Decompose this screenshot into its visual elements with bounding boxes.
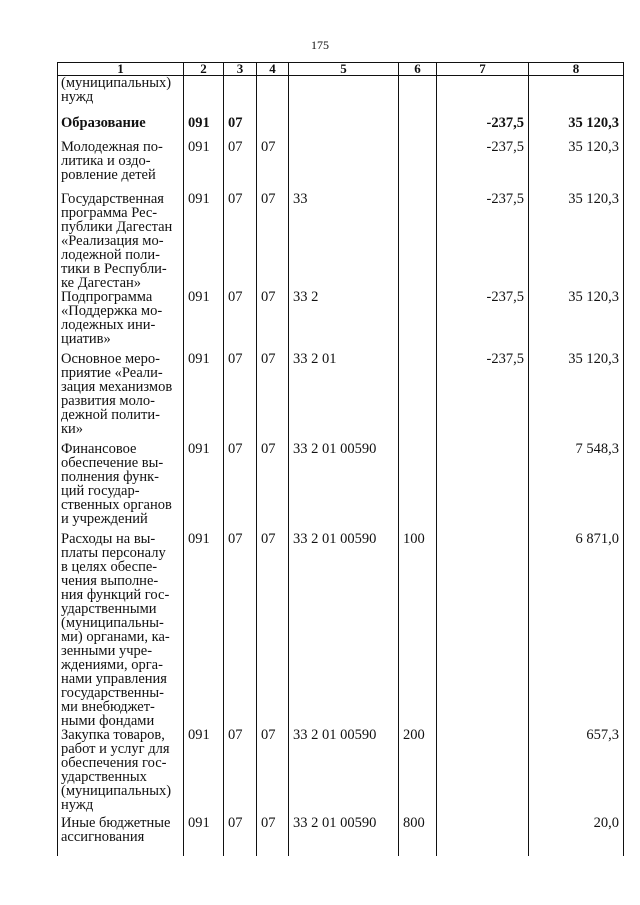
change-amount-cell	[437, 442, 529, 532]
table-row	[58, 116, 624, 140]
section-code-cell: 091	[184, 442, 224, 532]
section-code-cell: 091	[184, 192, 224, 290]
expense-type-cell	[399, 192, 437, 290]
table-row	[58, 76, 624, 117]
subsection-code-cell: 07	[257, 352, 289, 442]
target-article-cell: 33 2 01 00590	[289, 816, 399, 856]
change-amount-cell: -237,5	[437, 116, 529, 140]
change-amount-cell: -237,5	[437, 192, 529, 290]
change-amount-cell	[437, 532, 529, 728]
table-row	[58, 352, 624, 442]
column-header-2: 2	[184, 63, 224, 76]
target-article-cell	[289, 116, 399, 140]
column-header-6: 6	[399, 63, 437, 76]
subsection-code-cell	[257, 116, 289, 140]
total-amount-cell: 35 120,3	[529, 290, 624, 352]
row-name-cell: Основное меро- приятие «Реали- зация механизмов развития моло- дежной полити- ки»	[58, 352, 184, 442]
total-amount-cell: 7 548,3	[529, 442, 624, 532]
chapter-code-cell: 07	[224, 290, 257, 352]
change-amount-cell: -237,5	[437, 290, 529, 352]
expense-type-cell	[399, 140, 437, 192]
section-code-cell: 091	[184, 290, 224, 352]
row-name-cell: Молодежная по- литика и оздо- ровление детей	[58, 140, 184, 192]
row-name-cell: Иные бюджетные ассигнования	[58, 816, 184, 856]
chapter-code-cell	[224, 76, 257, 117]
section-code-cell: 091	[184, 352, 224, 442]
change-amount-cell	[437, 728, 529, 816]
target-article-cell: 33 2 01 00590	[289, 532, 399, 728]
total-amount-cell: 6 871,0	[529, 532, 624, 728]
subsection-code-cell: 07	[257, 290, 289, 352]
subsection-code-cell: 07	[257, 140, 289, 192]
section-code-cell: 091	[184, 532, 224, 728]
subsection-code-cell: 07	[257, 442, 289, 532]
change-amount-cell	[437, 76, 529, 117]
section-code-cell: 091	[184, 816, 224, 856]
section-code-cell	[184, 76, 224, 117]
section-code-cell: 091	[184, 140, 224, 192]
expense-type-cell	[399, 290, 437, 352]
target-article-cell	[289, 76, 399, 117]
column-header-7: 7	[437, 63, 529, 76]
target-article-cell: 33 2 01 00590	[289, 728, 399, 816]
column-header-5: 5	[289, 63, 399, 76]
total-amount-cell: 35 120,3	[529, 192, 624, 290]
table-row	[58, 140, 624, 192]
total-amount-cell: 20,0	[529, 816, 624, 856]
expense-type-cell: 200	[399, 728, 437, 816]
row-name-cell: (муниципальных) нужд	[58, 76, 184, 117]
budget-table	[57, 62, 624, 856]
table-row	[58, 816, 624, 856]
column-header-8: 8	[529, 63, 624, 76]
chapter-code-cell: 07	[224, 532, 257, 728]
change-amount-cell	[437, 816, 529, 856]
change-amount-cell: -237,5	[437, 352, 529, 442]
subsection-code-cell	[257, 76, 289, 117]
total-amount-cell: 657,3	[529, 728, 624, 816]
expense-type-cell	[399, 76, 437, 117]
target-article-cell: 33	[289, 192, 399, 290]
chapter-code-cell: 07	[224, 116, 257, 140]
change-amount-cell: -237,5	[437, 140, 529, 192]
table-row	[58, 290, 624, 352]
subsection-code-cell: 07	[257, 816, 289, 856]
table-row	[58, 192, 624, 290]
chapter-code-cell: 07	[224, 728, 257, 816]
expense-type-cell	[399, 442, 437, 532]
header-row	[58, 63, 624, 76]
table-row	[58, 442, 624, 532]
row-name-cell: Государственная программа Рес- публики Дагестан «Реализация мо- лодежной поли- тики в Республи- ке Дагестан»	[58, 192, 184, 290]
total-amount-cell	[529, 76, 624, 117]
table-row	[58, 728, 624, 816]
chapter-code-cell: 07	[224, 352, 257, 442]
expense-type-cell: 800	[399, 816, 437, 856]
subsection-code-cell: 07	[257, 728, 289, 816]
subsection-code-cell: 07	[257, 532, 289, 728]
expense-type-cell: 100	[399, 532, 437, 728]
column-header-1: 1	[58, 63, 184, 76]
chapter-code-cell: 07	[224, 192, 257, 290]
row-name-cell: Расходы на вы- платы персоналу в целях обеспе- чения выполне- ния функций гос- ударственными (муниципальны- ми) органами, ка- зенными учре- ждениями, орга- нами управления государственны- ми внебюджет- ными фондами	[58, 532, 184, 728]
expense-type-cell	[399, 116, 437, 140]
column-header-4: 4	[257, 63, 289, 76]
target-article-cell: 33 2 01	[289, 352, 399, 442]
chapter-code-cell: 07	[224, 816, 257, 856]
row-name-cell: Образование	[58, 116, 184, 140]
table-row	[58, 532, 624, 728]
total-amount-cell: 35 120,3	[529, 116, 624, 140]
target-article-cell: 33 2	[289, 290, 399, 352]
chapter-code-cell: 07	[224, 140, 257, 192]
total-amount-cell: 35 120,3	[529, 352, 624, 442]
target-article-cell	[289, 140, 399, 192]
expense-type-cell	[399, 352, 437, 442]
chapter-code-cell: 07	[224, 442, 257, 532]
subsection-code-cell: 07	[257, 192, 289, 290]
page-number: 175	[311, 38, 329, 52]
column-header-3: 3	[224, 63, 257, 76]
section-code-cell: 091	[184, 116, 224, 140]
total-amount-cell: 35 120,3	[529, 140, 624, 192]
target-article-cell: 33 2 01 00590	[289, 442, 399, 532]
section-code-cell: 091	[184, 728, 224, 816]
row-name-cell: Закупка товаров, работ и услуг для обеспечения гос- ударственных (муниципальных) нужд	[58, 728, 184, 816]
row-name-cell: Подпрограмма «Поддержка мо- лодежных ини- циатив»	[58, 290, 184, 352]
row-name-cell: Финансовое обеспечение вы- полнения функ- ций государ- ственных органов и учреждений	[58, 442, 184, 532]
